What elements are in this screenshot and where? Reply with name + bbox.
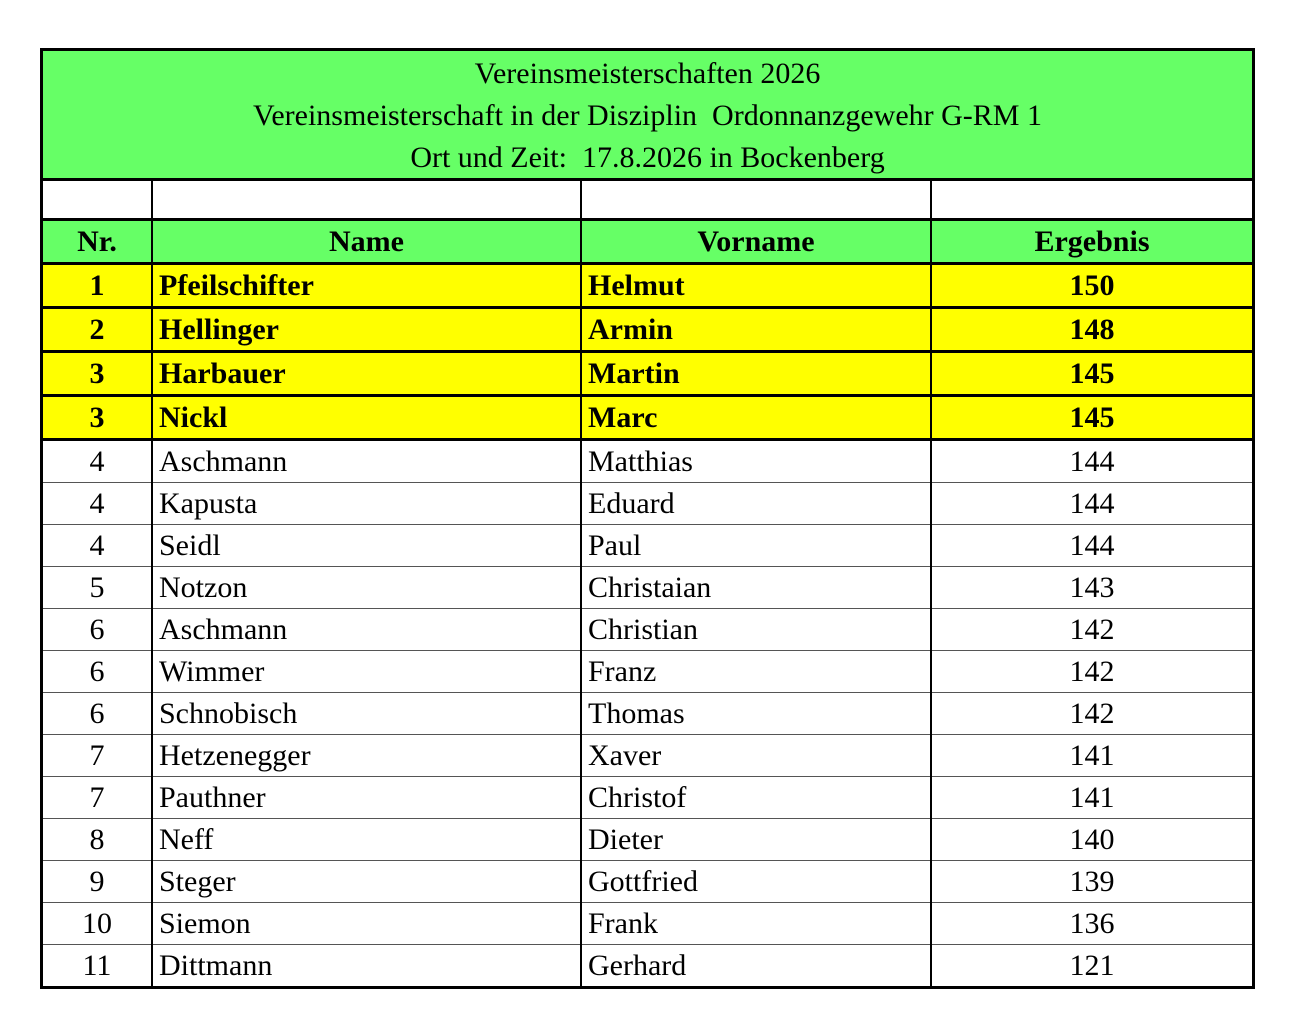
cell-nr: 3 — [43, 352, 152, 396]
cell-nr: 6 — [43, 693, 152, 735]
cell-nr: 7 — [43, 735, 152, 777]
table-row — [43, 903, 1252, 945]
cell-name: Kapusta — [152, 483, 581, 525]
table-row — [43, 609, 1252, 651]
table-row — [43, 777, 1252, 819]
table-row — [43, 440, 1252, 483]
cell-vorname: Helmut — [581, 264, 931, 308]
column-header-row — [43, 220, 1252, 264]
spacer-row — [43, 181, 1252, 220]
column-header-nr: Nr. — [43, 220, 152, 264]
cell-vorname: Armin — [581, 308, 931, 352]
cell-vorname: Thomas — [581, 693, 931, 735]
cell-vorname: Christof — [581, 777, 931, 819]
cell-nr: 4 — [43, 440, 152, 483]
title-block — [43, 51, 1252, 181]
cell-name: Nickl — [152, 396, 581, 440]
cell-nr: 7 — [43, 777, 152, 819]
cell-ergebnis: 140 — [931, 819, 1252, 861]
cell-ergebnis: 141 — [931, 735, 1252, 777]
cell-nr: 6 — [43, 609, 152, 651]
cell-name: Steger — [152, 861, 581, 903]
cell-nr: 9 — [43, 861, 152, 903]
table-row — [43, 651, 1252, 693]
event-title: Vereinsmeisterschaften 2026 — [474, 57, 821, 90]
cell-vorname: Marc — [581, 396, 931, 440]
cell-name: Aschmann — [152, 609, 581, 651]
cell-ergebnis: 141 — [931, 777, 1252, 819]
table-row — [43, 819, 1252, 861]
cell-ergebnis: 142 — [931, 651, 1252, 693]
results-sheet — [40, 48, 1255, 989]
cell-name: Neff — [152, 819, 581, 861]
cell-vorname: Martin — [581, 352, 931, 396]
cell-name: Notzon — [152, 567, 581, 609]
cell-name: Dittmann — [152, 945, 581, 987]
empty-cell — [931, 181, 1252, 220]
cell-vorname: Matthias — [581, 440, 931, 483]
cell-vorname: Xaver — [581, 735, 931, 777]
place-and-date: Ort und Zeit: 17.8.2026 in Bockenberg — [410, 141, 885, 174]
cell-name: Pauthner — [152, 777, 581, 819]
cell-nr: 2 — [43, 308, 152, 352]
cell-nr: 6 — [43, 651, 152, 693]
empty-cell — [43, 181, 152, 220]
cell-ergebnis: 144 — [931, 525, 1252, 567]
cell-nr: 5 — [43, 567, 152, 609]
cell-vorname: Christaian — [581, 567, 931, 609]
cell-vorname: Frank — [581, 903, 931, 945]
table-row — [43, 308, 1252, 352]
cell-nr: 4 — [43, 483, 152, 525]
cell-nr: 11 — [43, 945, 152, 987]
cell-name: Aschmann — [152, 440, 581, 483]
cell-nr: 8 — [43, 819, 152, 861]
cell-ergebnis: 121 — [931, 945, 1252, 987]
table-row — [43, 352, 1252, 396]
cell-name: Wimmer — [152, 651, 581, 693]
empty-cell — [581, 181, 931, 220]
cell-ergebnis: 142 — [931, 693, 1252, 735]
table-row — [43, 735, 1252, 777]
cell-ergebnis: 136 — [931, 903, 1252, 945]
cell-vorname: Paul — [581, 525, 931, 567]
table-row — [43, 396, 1252, 440]
cell-ergebnis: 148 — [931, 308, 1252, 352]
column-header-vorname: Vorname — [581, 220, 931, 264]
cell-ergebnis: 139 — [931, 861, 1252, 903]
cell-vorname: Gerhard — [581, 945, 931, 987]
cell-ergebnis: 145 — [931, 396, 1252, 440]
cell-vorname: Dieter — [581, 819, 931, 861]
table-row — [43, 945, 1252, 987]
cell-name: Pfeilschifter — [152, 264, 581, 308]
cell-vorname: Franz — [581, 651, 931, 693]
cell-name: Schnobisch — [152, 693, 581, 735]
cell-nr: 10 — [43, 903, 152, 945]
table-row — [43, 525, 1252, 567]
table-row — [43, 483, 1252, 525]
cell-ergebnis: 144 — [931, 483, 1252, 525]
cell-vorname: Eduard — [581, 483, 931, 525]
empty-cell — [152, 181, 581, 220]
cell-name: Hetzenegger — [152, 735, 581, 777]
cell-ergebnis: 150 — [931, 264, 1252, 308]
cell-name: Seidl — [152, 525, 581, 567]
table-row — [43, 264, 1252, 308]
cell-vorname: Gottfried — [581, 861, 931, 903]
cell-vorname: Christian — [581, 609, 931, 651]
cell-nr: 4 — [43, 525, 152, 567]
cell-name: Hellinger — [152, 308, 581, 352]
table-row — [43, 567, 1252, 609]
cell-ergebnis: 145 — [931, 352, 1252, 396]
cell-name: Harbauer — [152, 352, 581, 396]
discipline-title: Vereinsmeisterschaft in der Disziplin Ordonnanzgewehr G-RM 1 — [253, 99, 1042, 132]
results-table — [43, 181, 1252, 986]
cell-ergebnis: 142 — [931, 609, 1252, 651]
table-row — [43, 861, 1252, 903]
table-row — [43, 693, 1252, 735]
cell-ergebnis: 143 — [931, 567, 1252, 609]
cell-nr: 3 — [43, 396, 152, 440]
cell-ergebnis: 144 — [931, 440, 1252, 483]
cell-nr: 1 — [43, 264, 152, 308]
cell-name: Siemon — [152, 903, 581, 945]
column-header-name: Name — [152, 220, 581, 264]
column-header-ergebnis: Ergebnis — [931, 220, 1252, 264]
